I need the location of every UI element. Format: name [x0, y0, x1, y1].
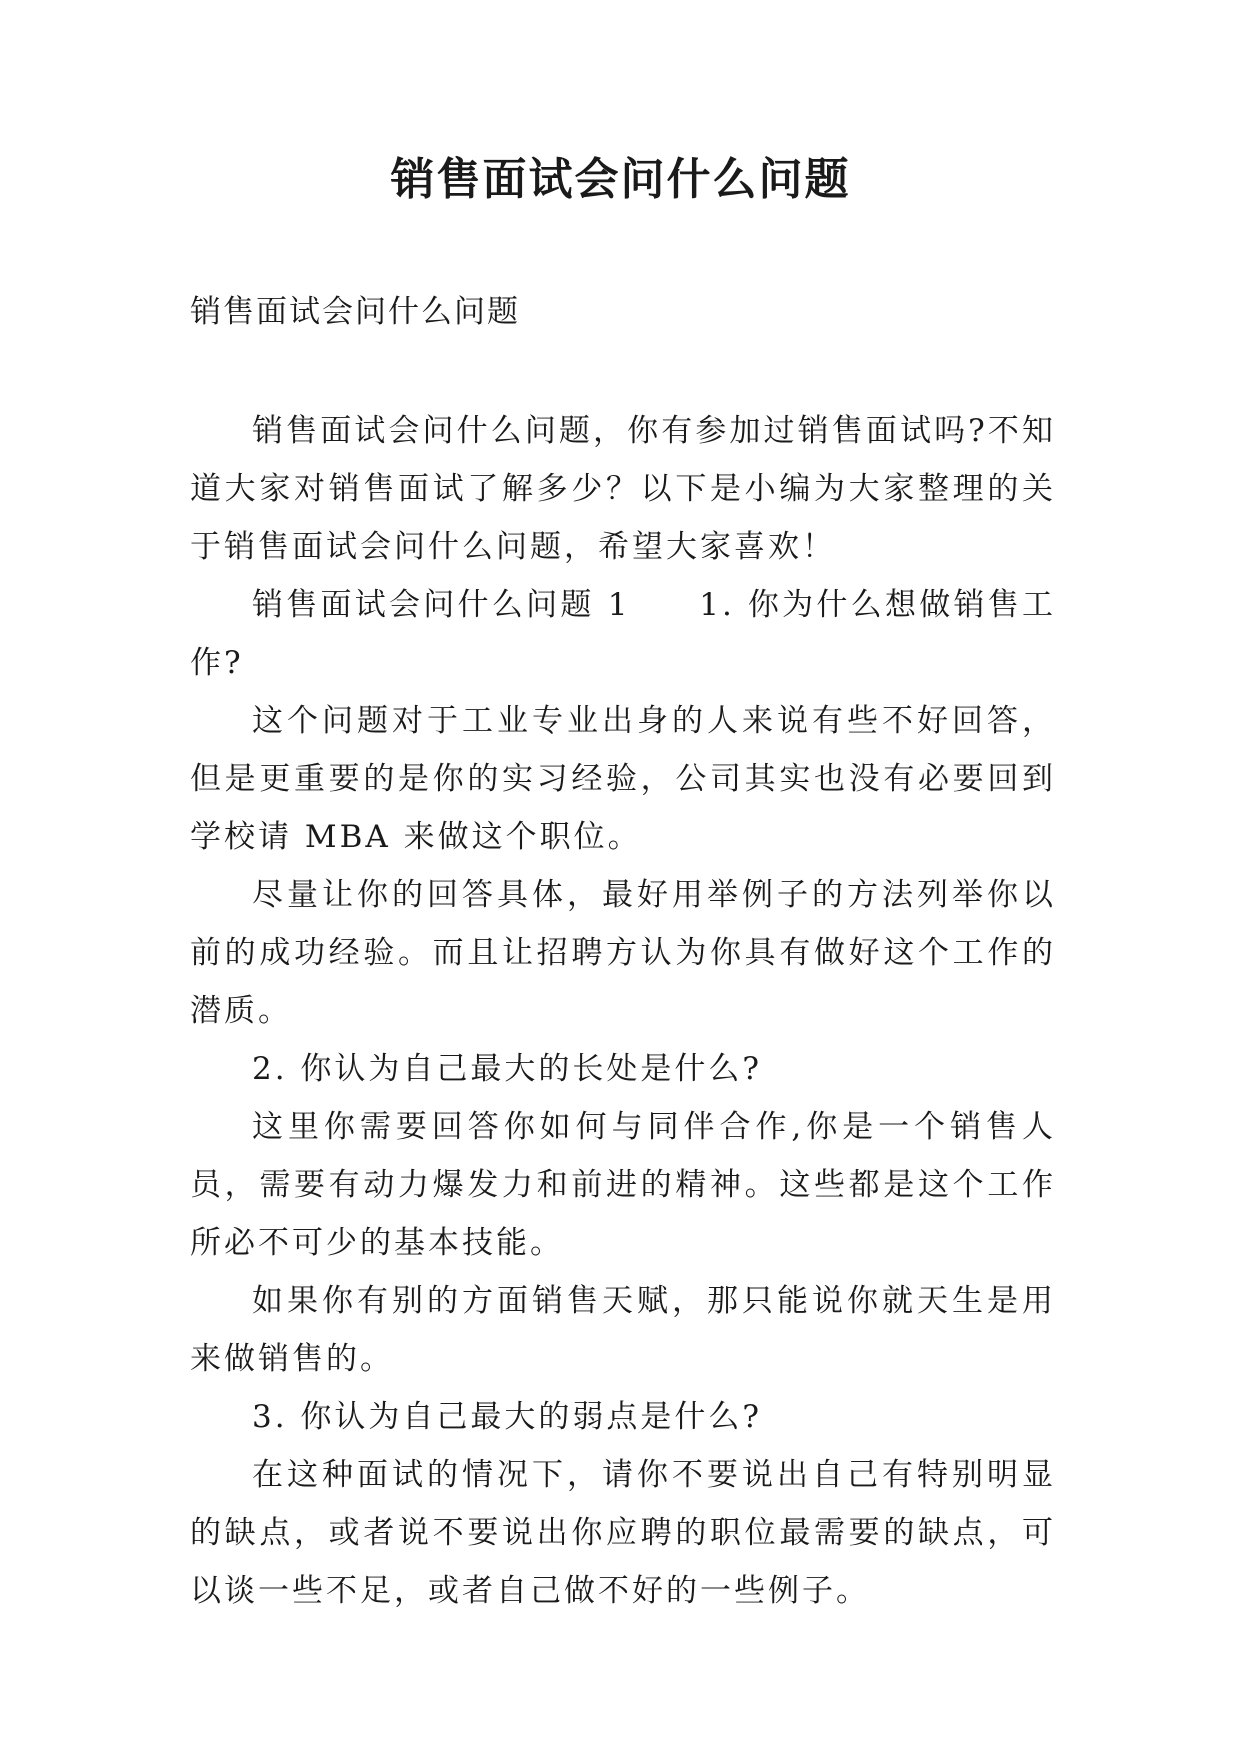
paragraph-answer-1a: 这个问题对于工业专业出身的人来说有些不好回答，但是更重要的是你的实习经验，公司其实也没有必要回到学校请 MBA 来做这个职位。 [190, 703, 1056, 855]
paragraph-answer-1b: 尽量让你的回答具体，最好用举例子的方法列举你以前的成功经验。而且让招聘方认为你具有做好这个工作的潜质。 [190, 877, 1056, 1029]
paragraph-question-3: 3. 你认为自己最大的弱点是什么? [252, 1399, 763, 1435]
paragraph-answer-2b: 如果你有别的方面销售天赋，那只能说你就天生是用来做销售的。 [190, 1283, 1056, 1377]
paragraph-answer-3: 在这种面试的情况下，请你不要说出自己有特别明显的缺点，或者说不要说出你应聘的职位最需要的缺点，可以谈一些不足，或者自己做不好的一些例子。 [190, 1457, 1056, 1609]
document-body [190, 402, 1056, 1620]
paragraph-question-1: 销售面试会问什么问题 1 1. 你为什么想做销售工作? [190, 587, 1056, 681]
document-subtitle: 销售面试会问什么问题 [190, 294, 520, 330]
paragraph-question-2: 2. 你认为自己最大的长处是什么? [252, 1051, 763, 1087]
paragraph-intro: 销售面试会问什么问题，你有参加过销售面试吗?不知道大家对销售面试了解多少？以下是小编为大家整理的关于销售面试会问什么问题，希望大家喜欢！ [190, 413, 1056, 565]
document-title: 销售面试会问什么问题 [390, 154, 851, 205]
paragraph-answer-2a: 这里你需要回答你如何与同伴合作,你是一个销售人员，需要有动力爆发力和前进的精神。这些都是这个工作所必不可少的基本技能。 [190, 1109, 1056, 1261]
